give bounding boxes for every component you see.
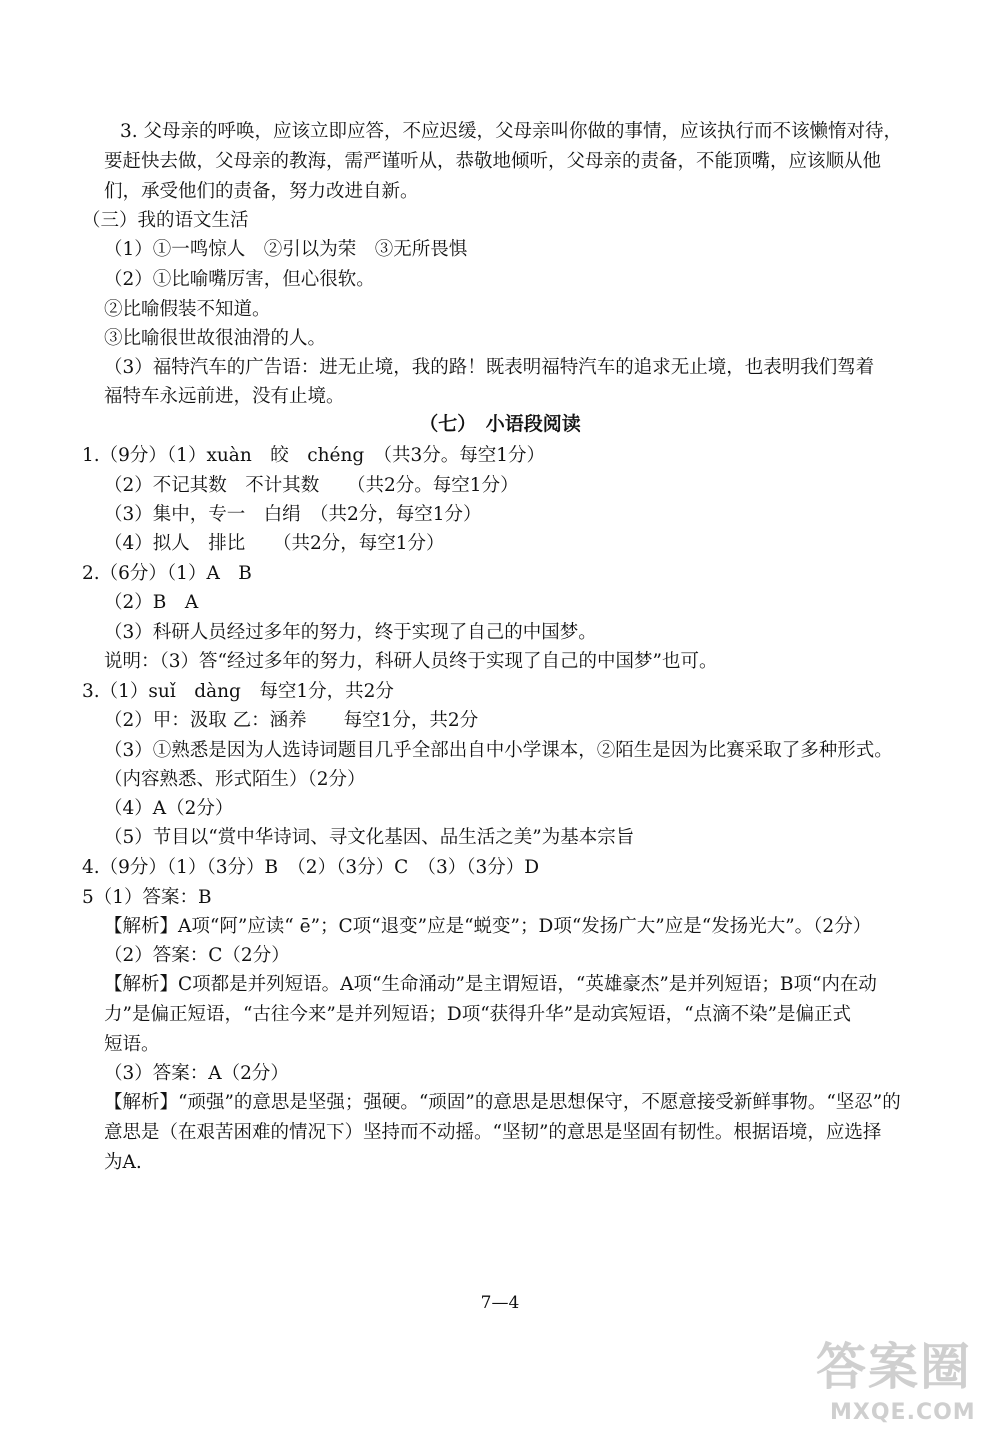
text-line: （3）集中，专一 白绢 （共2分，每空1分） [104,504,482,525]
text-line: 为A. [104,1152,142,1173]
text-line: 说明：（3）答“经过多年的努力，科研人员终于实现了自己的中国梦”也可。 [104,651,718,672]
text-line: 要赶快去做，父母亲的教海，需严谨听从，恭敬地倾听，父母亲的责备，不能顶嘴，应该顺从他 [104,151,882,172]
text-line: （3）答案：A（2分） [104,1063,289,1084]
text-line: 3. 父母亲的呼唤，应该立即应答，不应迟缓，父母亲叫你做的事情，应该执行而不该懒惰对待， [120,121,903,142]
text-line: （2）答案：C（2分） [104,945,290,966]
text-line: （1）①一鸣惊人 ②引以为荣 ③无所畏惧 [104,239,468,260]
text-line: 【解析】“顽强”的意思是坚强；强硬。“顽固”的意思是思想保守，不愿意接受新鲜事物。“坚忍”的 [104,1092,901,1113]
subsection-title: （三）我的语文生活 [82,210,249,231]
text-line: （4）A（2分） [104,798,234,819]
text-line: 短语。 [104,1034,160,1055]
text-line: ②比喻假装不知道。 [104,299,271,320]
text-line: （2）①比喻嘴厉害，但心很软。 [104,269,375,290]
question-line: 4.（9分）（1）（3分）B （2）（3分）C （3）（3分）D [82,857,540,878]
text-line: 【解析】C项都是并列短语。A项“生命涌动”是主谓短语，“英雄豪杰”是并列短语；B项“内在动 [104,974,877,995]
question-line: 5（1）答案：B [82,887,212,908]
question-line: 3.（1）suǐ dàng 每空1分，共2分 [82,681,394,702]
text-line: 福特车永远前进，没有止境。 [104,386,345,407]
text-line: 【解析】A项“阿”应读“ ē”；C项“退变”应是“蜕变”；D项“发扬广大”应是“发扬光大”。（2分） [104,916,872,937]
question-line: 2.（6分）（1）A B [82,563,252,584]
text-line: （2）不记其数 不计其数 （共2分。每空1分） [104,475,519,496]
watermark-main-text: 答案圈 [816,1337,972,1396]
text-line: （5）节目以“赏中华诗词、寻文化基因、品生活之美”为基本宗旨 [104,827,635,848]
page-number: 7—4 [480,1293,520,1313]
text-line: （3）福特汽车的广告语：进无止境，我的路！既表明福特汽车的追求无止境，也表明我们驾着 [104,357,875,378]
text-line: （内容熟悉、形式陌生）（2分） [104,769,366,790]
text-line: （3）①熟悉是因为人选诗词题目几乎全部出自中小学课本，②陌生是因为比赛采取了多种形式。 [104,740,893,761]
text-line: （4）拟人 排比 （共2分，每空1分） [104,533,445,554]
text-line: 们，承受他们的责备，努力改进自新。 [104,181,419,202]
text-line: 意思是（在艰苦困难的情况下）坚持而不动摇。“坚韧”的意思是坚固有韧性。根据语境，应选择 [104,1122,882,1143]
section-heading: （七） 小语段阅读 [419,413,581,435]
watermark-url-text: MXQE.COM [830,1400,976,1425]
text-line: ③比喻很世故很油滑的人。 [104,328,327,349]
question-line: 1.（9分）（1）xuàn 皎 chéng （共3分。每空1分） [82,445,546,466]
text-line: （2）B A [104,592,199,613]
text-line: （2）甲：汲取 乙：涵养 每空1分，共2分 [104,710,479,731]
text-line: 力”是偏正短语，“古往今来”是并列短语；D项“获得升华”是动宾短语，“点滴不染”是偏正式 [104,1004,852,1025]
text-line: （3）科研人员经过多年的努力，终于实现了自己的中国梦。 [104,622,597,643]
watermark-logo [808,1338,996,1432]
